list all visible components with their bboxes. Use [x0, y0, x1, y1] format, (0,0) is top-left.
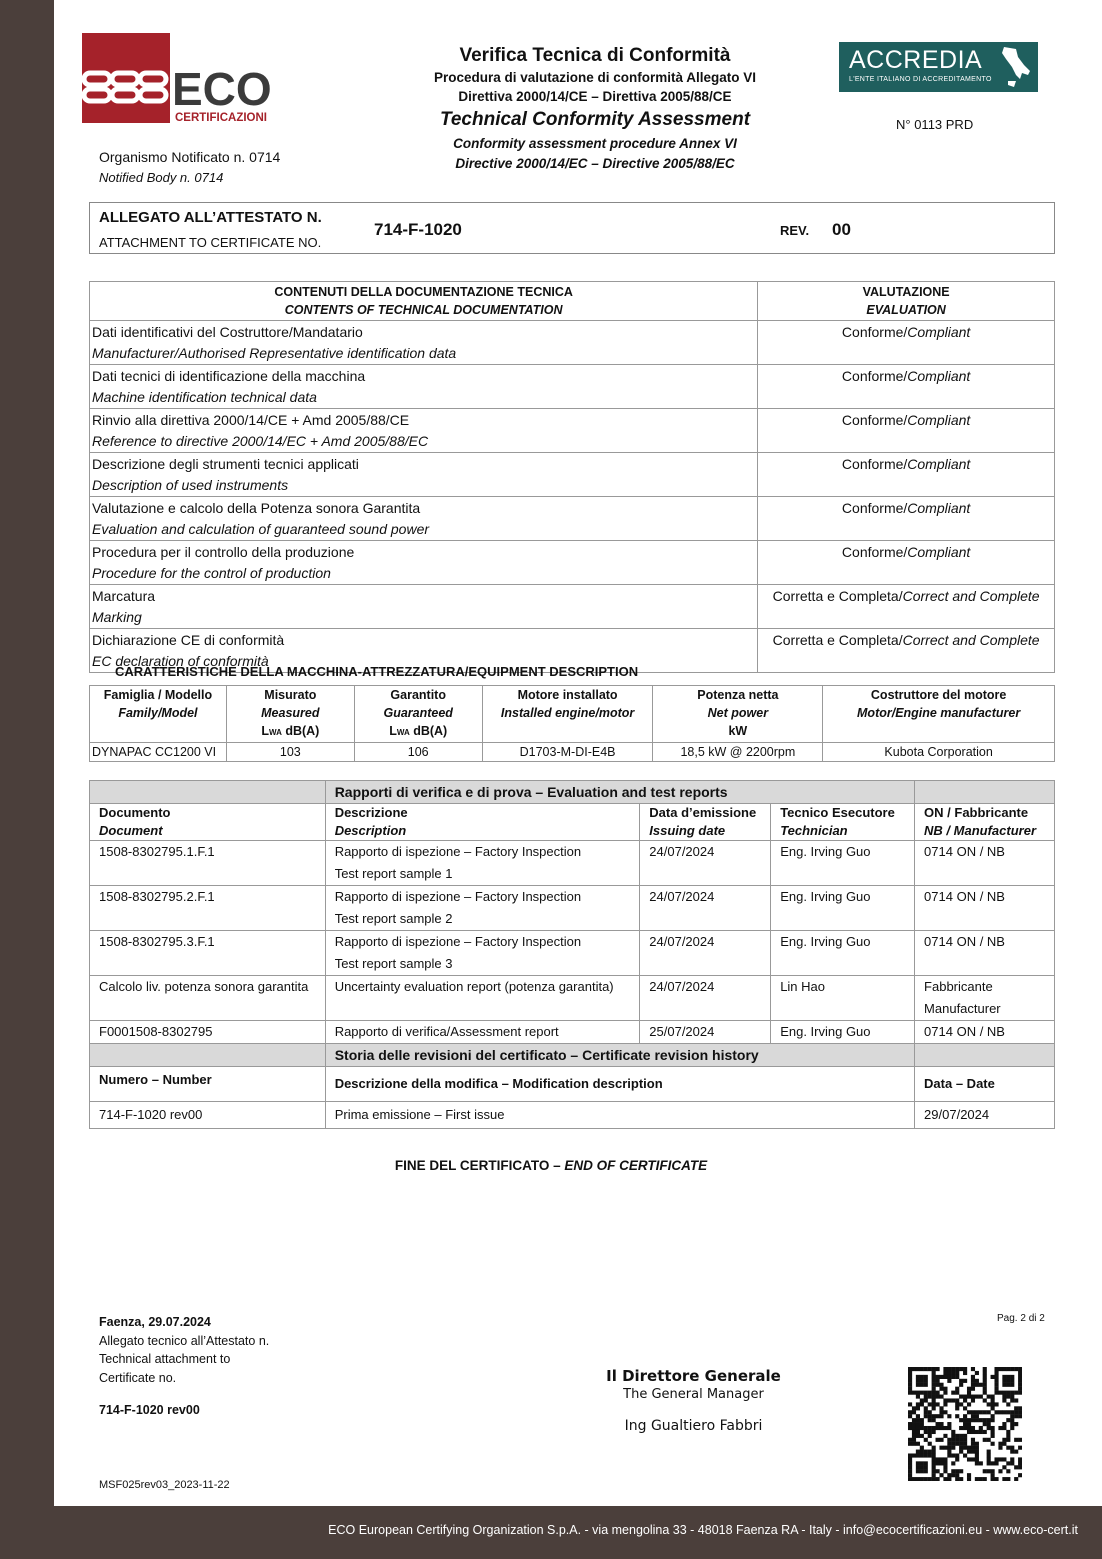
history-title-row [90, 1044, 1055, 1067]
equipment-row [90, 743, 1055, 762]
document-title [400, 44, 790, 174]
documentation-row [90, 409, 1055, 453]
report-technician: Eng. Irving Guo [771, 841, 915, 886]
reports-table [89, 780, 1055, 1129]
report-date: 24/07/2024 [640, 976, 771, 1021]
content-cell: Rinvio alla direttiva 2000/14/CE + Amd 2005/88/CE Reference to directive 2000/14/EC + Amd 2005/88/EC [90, 409, 758, 453]
report-description: Rapporto di ispezione – Factory Inspection Test report sample 2 [325, 886, 640, 931]
report-technician: Lin Hao [771, 976, 915, 1021]
left-margin-bar [0, 0, 54, 1559]
report-date: 24/07/2024 [640, 841, 771, 886]
history-number-header: Numero – Number [90, 1067, 326, 1102]
attachment-box [89, 202, 1055, 254]
content-cell: Marcatura Marking [90, 585, 758, 629]
documentation-row [90, 497, 1055, 541]
equipment-header-cell: Misurato Measured LWA dB(A) [226, 686, 354, 743]
attachment-line-3: Certificate no. [99, 1370, 177, 1385]
logo-subtext: CERTIFICAZIONI [175, 112, 267, 123]
engine-cell: D1703-M-DI-E4B [482, 743, 653, 762]
documentation-row [90, 585, 1055, 629]
directive-it: Direttiva 2000/14/CE – Direttiva 2005/88/CE [458, 89, 732, 104]
content-cell: Valutazione e calcolo della Potenza sonora Garantita Evaluation and calculation of guaranteed sound power [90, 497, 758, 541]
director-name: Ing Gualtiero Fabbri [624, 1418, 763, 1434]
equipment-title: CARATTERISTICHE DELLA MACCHINA-ATTREZZATURA/EQUIPMENT DESCRIPTION [115, 664, 639, 679]
history-row [90, 1102, 1055, 1129]
accredia-logo [839, 42, 1038, 92]
title-it: Verifica Tecnica di Conformità [459, 45, 731, 66]
report-row [90, 976, 1055, 1021]
evaluation-cell: Corretta e Completa/Correct and Complete [758, 629, 1055, 673]
contents-header: CONTENUTI DELLA DOCUMENTAZIONE TECNICA CONTENTS OF TECHNICAL DOCUMENTATION [90, 282, 758, 321]
attachment-line-1: Allegato tecnico all’Attestato n. [99, 1333, 270, 1348]
accredia-tagline: L'ENTE ITALIANO DI ACCREDITAMENTO [849, 76, 992, 83]
report-document: 1508-8302795.1.F.1 [90, 841, 326, 886]
history-desc-header: Descrizione della modifica – Modification description [325, 1067, 914, 1102]
equipment-header-cell: Motore installato Installed engine/motor [482, 686, 653, 743]
report-document: Calcolo liv. potenza sonora garantita [90, 976, 326, 1021]
procedure-en: Conformity assessment procedure Annex VI [453, 136, 737, 151]
place-date: Faenza, 29.07.2024 [99, 1315, 211, 1329]
report-date: 24/07/2024 [640, 886, 771, 931]
content-cell: Dati identificativi del Costruttore/Mandatario Manufacturer/Authorised Representative identification data [90, 321, 758, 365]
attachment-label-it: ALLEGATO ALL’ATTESTATO N. [99, 209, 322, 226]
end-of-certificate: FINE DEL CERTIFICATO – END OF CERTIFICATE [394, 1158, 708, 1173]
report-description: Uncertainty evaluation report (potenza garantita) [325, 976, 640, 1021]
notified-body [99, 147, 280, 188]
documentation-row [90, 541, 1055, 585]
history-desc: Prima emissione – First issue [325, 1102, 914, 1129]
content-cell: Dati tecnici di identificazione della macchina Machine identification technical data [90, 365, 758, 409]
report-document: 1508-8302795.2.F.1 [90, 886, 326, 931]
measured-cell: 103 [226, 743, 354, 762]
procedure-it: Procedura di valutazione di conformità Allegato VI [433, 70, 757, 85]
equipment-table [89, 685, 1055, 762]
rev-value: 00 [832, 220, 851, 239]
report-technician: Eng. Irving Guo [771, 886, 915, 931]
report-description: Rapporto di ispezione – Factory Inspection Test report sample 3 [325, 931, 640, 976]
content-cell: Dichiarazione CE di conformità EC declaration of conformità [90, 629, 758, 673]
attachment-line-2: Technical attachment to [99, 1352, 231, 1366]
accreditation-number: N° 0113 PRD [896, 117, 974, 132]
engine-manufacturer-cell: Kubota Corporation [823, 743, 1055, 762]
history-header-row [90, 1067, 1055, 1102]
report-document: 1508-8302795.3.F.1 [90, 931, 326, 976]
report-technician: Eng. Irving Guo [771, 931, 915, 976]
reports-title-row [90, 781, 1055, 804]
report-row [90, 886, 1055, 931]
report-row [90, 931, 1055, 976]
footer-bar [0, 1506, 1102, 1559]
guaranteed-cell: 106 [354, 743, 482, 762]
director-title-it: Il Direttore Generale [606, 1367, 781, 1385]
evaluation-header: VALUTAZIONE EVALUATION [758, 282, 1055, 321]
evaluation-cell: Conforme/Compliant [758, 541, 1055, 585]
notified-body-en: Notified Body n. 0714 [99, 170, 224, 185]
report-row [90, 841, 1055, 886]
directive-en: Directive 2000/14/EC – Directive 2005/88/EC [455, 156, 735, 171]
signature-block [570, 1366, 817, 1434]
equipment-header-cell: Costruttore del motore Motor/Engine manufacturer [823, 686, 1055, 743]
report-date: 25/07/2024 [640, 1021, 771, 1044]
report-body: Fabbricante Manufacturer [915, 976, 1055, 1021]
qr-code-icon [908, 1367, 1022, 1481]
attachment-ref: 714-F-1020 rev00 [99, 1403, 200, 1417]
documentation-row [90, 453, 1055, 497]
report-body: 0714 ON / NB [915, 1021, 1055, 1044]
equipment-header-cell: Garantito Guaranteed LWA dB(A) [354, 686, 482, 743]
evaluation-cell: Conforme/Compliant [758, 453, 1055, 497]
power-cell: 18,5 kW @ 2200rpm [653, 743, 823, 762]
history-number: 714-F-1020 rev00 [90, 1102, 326, 1129]
evaluation-cell: Conforme/Compliant [758, 365, 1055, 409]
report-description: Rapporto di verifica/Assessment report [325, 1021, 640, 1044]
attachment-label-en: ATTACHMENT TO CERTIFICATE NO. [99, 235, 322, 250]
report-date: 24/07/2024 [640, 931, 771, 976]
form-code: MSF025rev03_2023-11-22 [99, 1479, 230, 1491]
report-technician: Eng. Irving Guo [771, 1021, 915, 1044]
history-date: 29/07/2024 [915, 1102, 1055, 1129]
model-cell: DYNAPAC CC1200 VI [90, 743, 227, 762]
certificate-number: 714-F-1020 [374, 220, 462, 239]
eco-logo [82, 33, 310, 123]
place-and-date-block [99, 1313, 269, 1420]
content-cell: Procedura per il controllo della produzione Procedure for the control of production [90, 541, 758, 585]
documentation-row [90, 365, 1055, 409]
evaluation-cell: Conforme/Compliant [758, 497, 1055, 541]
report-row [90, 1021, 1055, 1044]
history-title: Storia delle revisioni del certificato – Certificate revision history [325, 1044, 914, 1067]
page-number: Pag. 2 di 2 [997, 1313, 1045, 1324]
report-body: 0714 ON / NB [915, 931, 1055, 976]
logo-text: ECO [172, 63, 272, 115]
evaluation-cell: Conforme/Compliant [758, 321, 1055, 365]
documentation-header [90, 282, 1055, 321]
evaluation-cell: Conforme/Compliant [758, 409, 1055, 453]
title-en: Technical Conformity Assessment [439, 109, 751, 130]
equipment-header-cell: Potenza netta Net power kW [653, 686, 823, 743]
evaluation-cell: Corretta e Completa/Correct and Complete [758, 585, 1055, 629]
documentation-row [90, 321, 1055, 365]
rev-label: REV. [780, 223, 810, 238]
report-description: Rapporto di ispezione – Factory Inspection Test report sample 1 [325, 841, 640, 886]
notified-body-it: Organismo Notificato n. 0714 [99, 149, 281, 165]
history-date-header: Data – Date [915, 1067, 1055, 1102]
reports-header-row: Documento Document Descrizione Description Data d’emissione Issuing date Tecnico Esecutore Technician ON / Fabbricante NB / Manufacturer [90, 804, 1055, 841]
report-document: F0001508-8302795 [90, 1021, 326, 1044]
report-body: 0714 ON / NB [915, 886, 1055, 931]
accredia-name: ACCREDIA [849, 46, 983, 74]
equipment-header-cell: Famiglia / Modello Family/Model [90, 686, 227, 743]
reports-title: Rapporti di verifica e di prova – Evaluation and test reports [325, 781, 914, 804]
report-body: 0714 ON / NB [915, 841, 1055, 886]
equipment-header [90, 686, 1055, 743]
company-info: ECO European Certifying Organization S.p.A. - via mengolina 33 - 48018 Faenza RA - Italy - info@ecocertificazioni.eu - www.eco-cert.it [328, 1523, 1078, 1537]
content-cell: Descrizione degli strumenti tecnici applicati Description of used instruments [90, 453, 758, 497]
director-title-en: The General Manager [623, 1387, 764, 1402]
italy-map-icon [998, 45, 1032, 89]
documentation-table [89, 281, 1055, 673]
